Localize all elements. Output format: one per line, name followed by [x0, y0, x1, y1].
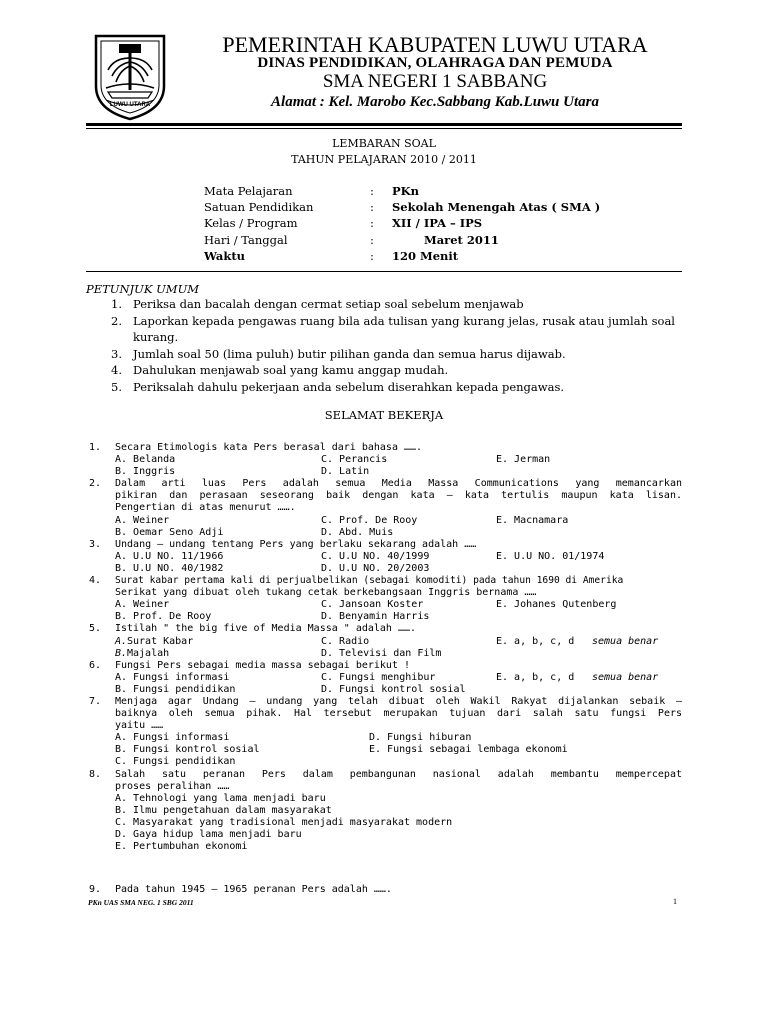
options-row: A. Belanda C. Perancis E. Jerman — [115, 454, 551, 466]
info-divider — [86, 271, 682, 272]
question-9: 9. Pada tahun 1945 – 1965 peranan Pers adalah ……. — [89, 884, 392, 895]
options-row: B. Majalah D. Televisi dan Film — [115, 647, 442, 659]
options-row: A. Fungsi informasi D. Fungsi hiburan — [115, 732, 472, 744]
info-label: Satuan Pendidikan — [204, 200, 314, 215]
school-year: TAHUN PELAJARAN 2010 / 2011 — [291, 153, 477, 166]
question-8: 8. Salah satu peranan Pers dalam pembangunan nasional adalah membantu mempercepat — [89, 768, 682, 780]
option-item: A. Tehnologi yang lama menjadi baru — [115, 792, 326, 804]
question-4: 4. Surat kabar pertama kali di perjualbelikan (sebagai komoditi) pada tahun 1690 di Amerika — [89, 575, 624, 587]
letterhead-address: Alamat : Kel. Marobo Kec.Sabbang Kab.Luwu Utara — [271, 94, 599, 110]
info-colon: : — [370, 248, 374, 263]
question-text-line: proses peralihan …… — [115, 780, 230, 792]
question-6: 6. Fungsi Pers sebagai media massa sebagai berikut ! — [89, 659, 411, 671]
info-value: PKn — [392, 184, 420, 198]
options-row: B. Inggris D. Latin — [115, 466, 370, 478]
info-value: Maret 2011 — [424, 232, 499, 247]
instruction-item: 5. Periksalah dahulu pekerjaan anda sebelum diserahkan kepada pengawas. — [111, 379, 565, 394]
options-row: B. U.U NO. 40/1982 D. U.U NO. 20/2003 — [115, 562, 430, 574]
info-colon: : — [370, 200, 374, 215]
options-row: B. Fungsi pendidikan D. Fungsi kontrol sosial — [115, 683, 466, 695]
option-item: B. Ilmu pengetahuan dalam masyarakat — [115, 804, 332, 816]
instruction-item: 2. Laporkan kepada pengawas ruang bila ada tulisan yang kurang jelas, rusak atau jumlah soal kurang. — [111, 313, 675, 344]
info-colon: : — [370, 184, 374, 198]
instruction-item: 3. Jumlah soal 50 (lima puluh) butir pilihan ganda dan semua harus dijawab. — [111, 346, 566, 361]
logo-caption: LUWU UTARA — [109, 102, 151, 108]
options-row: A. U.U NO. 11/1966 C. U.U NO. 40/1999 E. U.U NO. 01/1974 — [115, 550, 605, 562]
question-text-line: pikiran dan perasaan seseorang baik dengan kata – kata tertulis maupun kata lisan. — [115, 490, 682, 502]
regency-emblem-logo — [90, 30, 170, 122]
instruction-item: 1. Periksa dan bacalah dengan cermat setiap soal sebelum menjawab — [111, 297, 524, 311]
options-row: B. Prof. De Rooy D. Benyamin Harris — [115, 611, 430, 623]
info-value: XII / IPA – IPS — [392, 216, 483, 231]
options-row: B. Oemar Seno Adji D. Abd. Muis — [115, 526, 394, 538]
info-value: 120 Menit — [392, 248, 459, 263]
question-text-line: baiknya oleh semua pihak. Hal tersebut merupakan tujuan dari salah satu fungsi Pers — [115, 708, 682, 720]
letterhead-school: SMA NEGERI 1 SABBANG — [322, 71, 548, 92]
options-row: A. Weiner C. Prof. De Rooy E. Macnamara — [115, 514, 569, 526]
info-label: Mata Pelajaran — [204, 184, 293, 198]
option-item: D. Gaya hidup lama menjadi baru — [115, 829, 302, 840]
question-text-line: Serikat yang dibuat oleh tukang cetak berkebangsaan Inggris bernama …… — [115, 587, 537, 599]
question-3: 3. Undang – undang tentang Pers yang berlaku sekarang adalah …… — [89, 538, 477, 550]
question-1: 1. Secara Etimologis kata Pers berasal dari bahasa ……. — [89, 442, 423, 453]
question-text-line: Pengertian di atas menurut ……. — [115, 502, 296, 514]
instructions-title: PETUNJUK UMUM — [86, 282, 200, 296]
letterhead-department: DINAS PENDIDIKAN, OLAHRAGA DAN PEMUDA — [257, 55, 613, 71]
footer-exam-code: PKn UAS SMA NEG. 1 SBG 2011 — [88, 898, 194, 907]
options-row: B. Fungsi kontrol sosial E. Fungsi sebagai lembaga ekonomi — [115, 744, 568, 756]
info-label: Waktu — [204, 248, 246, 263]
options-row: A. Weiner C. Jansoan Koster E. Johanes Qutenberg — [115, 599, 617, 611]
option-item: E. Pertumbuhan ekonomi — [115, 841, 248, 853]
letterhead-government: PEMERINTAH KABUPATEN LUWU UTARA — [222, 32, 648, 57]
instruction-item: 4. Dahulukan menjawab soal yang kamu anggap mudah. — [111, 363, 449, 377]
options-row: A. Fungsi informasi C. Fungsi menghibur E. a, b, c, d semua benar — [115, 671, 659, 683]
options-row: A. Surat Kabar C. Radio E. a, b, c, d semua benar — [115, 635, 659, 647]
letterhead-divider-thin — [86, 128, 682, 129]
page-number: 1 — [673, 897, 677, 906]
question-list — [86, 442, 682, 853]
good-luck-heading: SELAMAT BEKERJA — [324, 408, 444, 422]
option-item: C. Masyarakat yang tradisional menjadi masyarakat modern — [115, 816, 453, 828]
question-7: 7. Menjaga agar Undang – undang yang telah dibuat oleh Wakil Rakyat dijalankan sebaik – — [89, 695, 682, 707]
info-label: Kelas / Program — [204, 216, 298, 231]
instructions-list — [86, 296, 682, 395]
info-label: Hari / Tanggal — [204, 232, 288, 247]
info-value: Sekolah Menengah Atas ( SMA ) — [392, 200, 601, 215]
question-text-line: yaitu …… — [115, 720, 164, 732]
options-row: C. Fungsi pendidikan — [115, 756, 236, 768]
info-colon: : — [370, 232, 374, 247]
info-colon: : — [370, 216, 374, 231]
question-2: 2. Dalam arti luas Pers adalah semua Media Massa Communications yang memancarkan — [89, 478, 682, 490]
question-5: 5. Istilah " the big five of Media Massa " adalah ……. — [89, 623, 417, 635]
sheet-title: LEMBARAN SOAL — [332, 137, 436, 150]
letterhead-divider-thick — [86, 123, 682, 126]
